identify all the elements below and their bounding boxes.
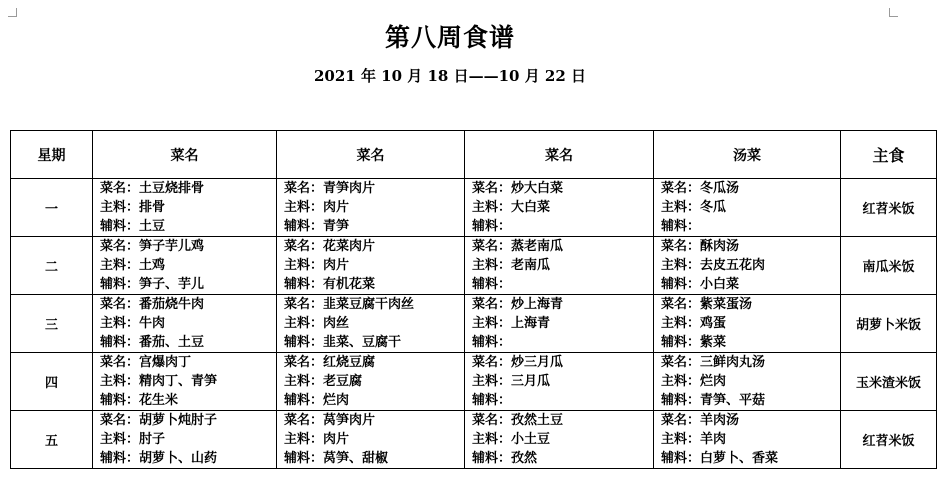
auxiliary-ingredient-value: 白萝卜、香菜: [700, 451, 779, 466]
dish-3-cell: [465, 295, 654, 353]
dish-name-value: 炒大白菜: [511, 181, 564, 196]
dish-name-line: [284, 237, 464, 256]
dish-2-cell: [277, 237, 465, 295]
dish-name-label: 菜名：: [100, 239, 140, 254]
dish-name-line: [661, 411, 840, 430]
main-ingredient-label: 主料：: [284, 316, 324, 331]
dish-name-line: [472, 411, 653, 430]
weekday-cell: 一: [11, 179, 93, 237]
weekday-cell: 二: [11, 237, 93, 295]
dish-name-label: 菜名：: [661, 297, 701, 312]
page-corner-mark-left: [8, 8, 17, 17]
auxiliary-ingredient-label: 辅料：: [661, 393, 701, 408]
auxiliary-ingredient-value: 番茄、土豆: [139, 335, 205, 350]
soup-cell: [654, 179, 841, 237]
dish-name-value: 笋子芋儿鸡: [139, 239, 205, 254]
main-ingredient-label: 主料：: [284, 374, 324, 389]
main-ingredient-label: 主料：: [100, 432, 140, 447]
main-ingredient-line: [472, 256, 653, 275]
main-ingredient-value: 上海青: [511, 316, 551, 331]
table-row: [11, 179, 937, 237]
dish-name-label: 菜名：: [472, 297, 512, 312]
auxiliary-ingredient-line: [472, 333, 653, 352]
main-ingredient-line: [284, 314, 464, 333]
main-ingredient-value: 肘子: [139, 432, 166, 447]
header-dish-3: 菜名: [465, 131, 654, 179]
main-ingredient-line: [284, 198, 464, 217]
auxiliary-ingredient-line: [661, 217, 840, 236]
dish-name-value: 韭菜豆腐干肉丝: [323, 297, 415, 312]
table-row: [11, 295, 937, 353]
dish-name-line: [100, 411, 276, 430]
dish-name-line: [661, 237, 840, 256]
main-ingredient-line: [472, 314, 653, 333]
auxiliary-ingredient-label: 辅料：: [284, 335, 324, 350]
main-ingredient-label: 主料：: [472, 316, 512, 331]
dish-name-label: 菜名：: [284, 181, 324, 196]
weekday-cell: 三: [11, 295, 93, 353]
staple-cell: 胡萝卜米饭: [841, 295, 937, 353]
auxiliary-ingredient-value: 莴笋、甜椒: [323, 451, 389, 466]
main-ingredient-label: 主料：: [472, 200, 512, 215]
dish-name-value: 炒三月瓜: [511, 355, 564, 370]
auxiliary-ingredient-value: 孜然: [511, 451, 538, 466]
auxiliary-ingredient-label: 辅料：: [472, 335, 512, 350]
main-ingredient-value: 老豆腐: [323, 374, 363, 389]
main-ingredient-value: 鸡蛋: [700, 316, 727, 331]
auxiliary-ingredient-line: [661, 275, 840, 294]
auxiliary-ingredient-label: 辅料：: [472, 219, 512, 234]
dish-name-value: 土豆烧排骨: [139, 181, 205, 196]
dish-2-cell: [277, 353, 465, 411]
soup-cell: [654, 411, 841, 469]
header-row: [11, 131, 937, 179]
auxiliary-ingredient-line: [661, 333, 840, 352]
dish-name-line: [661, 295, 840, 314]
auxiliary-ingredient-value: 小白菜: [700, 277, 740, 292]
dish-name-label: 菜名：: [100, 413, 140, 428]
dish-1-cell: [93, 353, 277, 411]
dish-name-label: 菜名：: [472, 413, 512, 428]
main-ingredient-value: 肉片: [323, 200, 350, 215]
auxiliary-ingredient-line: [284, 449, 464, 468]
main-ingredient-label: 主料：: [284, 432, 324, 447]
auxiliary-ingredient-value: 土豆: [139, 219, 166, 234]
auxiliary-ingredient-line: [100, 449, 276, 468]
main-ingredient-value: 肉片: [323, 258, 350, 273]
dish-name-value: 酥肉汤: [700, 239, 740, 254]
dish-3-cell: [465, 353, 654, 411]
main-ingredient-line: [661, 314, 840, 333]
main-ingredient-line: [661, 198, 840, 217]
main-ingredient-label: 主料：: [661, 316, 701, 331]
dish-name-label: 菜名：: [661, 181, 701, 196]
main-ingredient-label: 主料：: [100, 316, 140, 331]
auxiliary-ingredient-label: 辅料：: [472, 451, 512, 466]
dish-name-value: 花菜肉片: [323, 239, 376, 254]
dish-name-label: 菜名：: [284, 413, 324, 428]
main-ingredient-value: 土鸡: [139, 258, 166, 273]
auxiliary-ingredient-value: 韭菜、豆腐干: [323, 335, 402, 350]
auxiliary-ingredient-line: [284, 217, 464, 236]
main-ingredient-value: 排骨: [139, 200, 166, 215]
dish-name-value: 宫爆肉丁: [139, 355, 192, 370]
auxiliary-ingredient-line: [100, 275, 276, 294]
main-ingredient-line: [100, 314, 276, 333]
page-title: 第八周食谱: [384, 23, 515, 52]
soup-cell: [654, 295, 841, 353]
auxiliary-ingredient-value: 有机花菜: [323, 277, 376, 292]
auxiliary-ingredient-line: [661, 449, 840, 468]
main-ingredient-value: 三月瓜: [511, 374, 551, 389]
dish-name-value: 红烧豆腐: [323, 355, 376, 370]
header-soup: 汤菜: [654, 131, 841, 179]
dish-1-cell: [93, 179, 277, 237]
auxiliary-ingredient-line: [472, 217, 653, 236]
auxiliary-ingredient-line: [472, 449, 653, 468]
auxiliary-ingredient-line: [472, 275, 653, 294]
auxiliary-ingredient-label: 辅料：: [100, 335, 140, 350]
auxiliary-ingredient-line: [100, 391, 276, 410]
dish-name-label: 菜名：: [100, 355, 140, 370]
auxiliary-ingredient-label: 辅料：: [284, 451, 324, 466]
auxiliary-ingredient-value: 青笋、平菇: [700, 393, 766, 408]
main-ingredient-line: [100, 430, 276, 449]
weekday-cell: 五: [11, 411, 93, 469]
dish-1-cell: [93, 295, 277, 353]
menu-body: [11, 179, 937, 469]
dish-name-label: 菜名：: [472, 355, 512, 370]
auxiliary-ingredient-label: 辅料：: [100, 219, 140, 234]
auxiliary-ingredient-value: 胡萝卜、山药: [139, 451, 218, 466]
auxiliary-ingredient-line: [284, 333, 464, 352]
soup-cell: [654, 353, 841, 411]
header-weekday: 星期: [11, 131, 93, 179]
main-ingredient-value: 大白菜: [511, 200, 551, 215]
dish-name-line: [284, 179, 464, 198]
date-range: 2021 年 10 月 18 日——10 月 22 日: [313, 67, 587, 85]
auxiliary-ingredient-label: 辅料：: [100, 451, 140, 466]
auxiliary-ingredient-label: 辅料：: [284, 393, 324, 408]
auxiliary-ingredient-line: [100, 217, 276, 236]
dish-name-line: [472, 179, 653, 198]
staple-cell: 南瓜米饭: [841, 237, 937, 295]
main-ingredient-value: 牛肉: [139, 316, 166, 331]
main-ingredient-value: 肉片: [323, 432, 350, 447]
weekday-cell: 四: [11, 353, 93, 411]
dish-3-cell: [465, 411, 654, 469]
table-row: [11, 353, 937, 411]
header-dish-1: 菜名: [93, 131, 277, 179]
auxiliary-ingredient-label: 辅料：: [661, 277, 701, 292]
dish-name-line: [661, 179, 840, 198]
auxiliary-ingredient-value: 青笋: [323, 219, 350, 234]
dish-name-line: [100, 353, 276, 372]
auxiliary-ingredient-label: 辅料：: [100, 393, 140, 408]
auxiliary-ingredient-label: 辅料：: [472, 277, 512, 292]
staple-cell: 红苕米饭: [841, 411, 937, 469]
main-ingredient-line: [284, 256, 464, 275]
dish-name-label: 菜名：: [284, 355, 324, 370]
main-ingredient-label: 主料：: [472, 258, 512, 273]
dish-name-value: 羊肉汤: [700, 413, 740, 428]
dish-name-label: 菜名：: [472, 181, 512, 196]
dish-name-value: 莴笋肉片: [323, 413, 376, 428]
dish-1-cell: [93, 237, 277, 295]
main-ingredient-value: 肉丝: [323, 316, 350, 331]
dish-name-line: [472, 295, 653, 314]
dish-1-cell: [93, 411, 277, 469]
main-ingredient-line: [661, 372, 840, 391]
dish-name-label: 菜名：: [472, 239, 512, 254]
dish-name-line: [472, 237, 653, 256]
dish-name-value: 蒸老南瓜: [511, 239, 564, 254]
dish-name-line: [284, 295, 464, 314]
auxiliary-ingredient-value: 紫菜: [700, 335, 727, 350]
dish-name-line: [100, 295, 276, 314]
auxiliary-ingredient-line: [284, 275, 464, 294]
auxiliary-ingredient-label: 辅料：: [661, 335, 701, 350]
dish-name-value: 青笋肉片: [323, 181, 376, 196]
main-ingredient-label: 主料：: [100, 374, 140, 389]
auxiliary-ingredient-line: [472, 391, 653, 410]
dish-name-value: 炒上海青: [511, 297, 564, 312]
dish-name-value: 三鲜肉丸汤: [700, 355, 766, 370]
main-ingredient-line: [472, 372, 653, 391]
dish-name-line: [661, 353, 840, 372]
dish-name-value: 冬瓜汤: [700, 181, 740, 196]
menu-table: [10, 130, 937, 469]
dish-name-line: [472, 353, 653, 372]
main-ingredient-line: [100, 198, 276, 217]
table-row: [11, 411, 937, 469]
main-ingredient-line: [284, 372, 464, 391]
dish-name-label: 菜名：: [661, 413, 701, 428]
dish-3-cell: [465, 179, 654, 237]
auxiliary-ingredient-value: 笋子、芋儿: [139, 277, 205, 292]
staple-cell: 红苕米饭: [841, 179, 937, 237]
main-ingredient-value: 冬瓜: [700, 200, 727, 215]
main-ingredient-label: 主料：: [661, 258, 701, 273]
dish-name-line: [100, 179, 276, 198]
main-ingredient-label: 主料：: [284, 258, 324, 273]
dish-name-label: 菜名：: [661, 239, 701, 254]
main-ingredient-line: [661, 256, 840, 275]
auxiliary-ingredient-line: [100, 333, 276, 352]
main-ingredient-label: 主料：: [100, 200, 140, 215]
auxiliary-ingredient-label: 辅料：: [472, 393, 512, 408]
dish-name-value: 紫菜蛋汤: [700, 297, 753, 312]
main-ingredient-label: 主料：: [284, 200, 324, 215]
main-ingredient-label: 主料：: [661, 432, 701, 447]
dish-name-line: [100, 237, 276, 256]
dish-name-line: [284, 411, 464, 430]
dish-2-cell: [277, 295, 465, 353]
dish-name-line: [284, 353, 464, 372]
page-corner-mark-right: [889, 8, 898, 17]
auxiliary-ingredient-line: [284, 391, 464, 410]
auxiliary-ingredient-label: 辅料：: [284, 277, 324, 292]
dish-name-label: 菜名：: [284, 297, 324, 312]
auxiliary-ingredient-label: 辅料：: [284, 219, 324, 234]
dish-3-cell: [465, 237, 654, 295]
main-ingredient-line: [472, 198, 653, 217]
main-ingredient-label: 主料：: [661, 374, 701, 389]
auxiliary-ingredient-value: 烂肉: [323, 393, 350, 408]
main-ingredient-value: 小土豆: [511, 432, 551, 447]
dish-name-value: 孜然土豆: [511, 413, 564, 428]
staple-cell: 玉米渣米饭: [841, 353, 937, 411]
dish-name-value: 胡萝卜炖肘子: [139, 413, 218, 428]
dish-name-label: 菜名：: [100, 297, 140, 312]
dish-2-cell: [277, 411, 465, 469]
dish-name-label: 菜名：: [661, 355, 701, 370]
main-ingredient-label: 主料：: [472, 374, 512, 389]
dish-name-value: 番茄烧牛肉: [139, 297, 205, 312]
main-ingredient-line: [472, 430, 653, 449]
main-ingredient-value: 去皮五花肉: [700, 258, 766, 273]
header-staple: 主食: [841, 131, 937, 179]
main-ingredient-label: 主料：: [661, 200, 701, 215]
main-ingredient-value: 精肉丁、青笋: [139, 374, 218, 389]
main-ingredient-value: 羊肉: [700, 432, 727, 447]
main-ingredient-value: 老南瓜: [511, 258, 551, 273]
main-ingredient-line: [284, 430, 464, 449]
main-ingredient-line: [100, 256, 276, 275]
dish-2-cell: [277, 179, 465, 237]
dish-name-label: 菜名：: [284, 239, 324, 254]
table-row: [11, 237, 937, 295]
auxiliary-ingredient-value: 花生米: [139, 393, 179, 408]
main-ingredient-value: 烂肉: [700, 374, 727, 389]
auxiliary-ingredient-label: 辅料：: [661, 451, 701, 466]
dish-name-label: 菜名：: [100, 181, 140, 196]
auxiliary-ingredient-label: 辅料：: [100, 277, 140, 292]
auxiliary-ingredient-line: [661, 391, 840, 410]
main-ingredient-line: [661, 430, 840, 449]
main-ingredient-label: 主料：: [472, 432, 512, 447]
main-ingredient-line: [100, 372, 276, 391]
header-dish-2: 菜名: [277, 131, 465, 179]
main-ingredient-label: 主料：: [100, 258, 140, 273]
auxiliary-ingredient-label: 辅料：: [661, 219, 701, 234]
soup-cell: [654, 237, 841, 295]
